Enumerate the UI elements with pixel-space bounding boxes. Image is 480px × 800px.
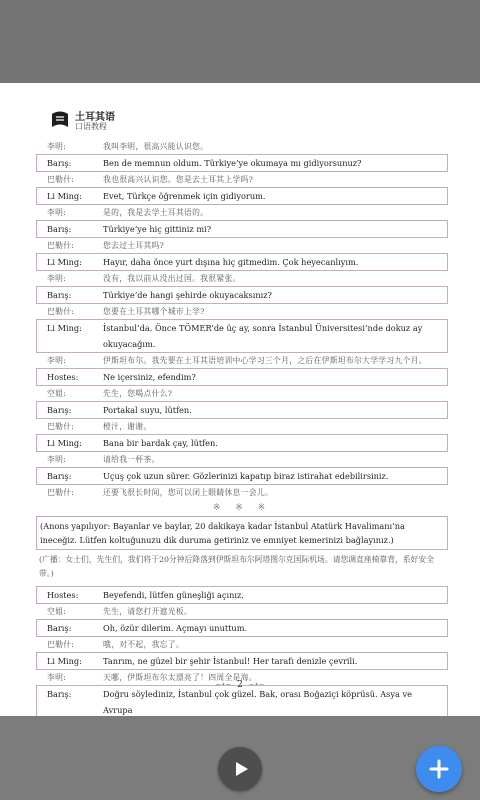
dialogue-text: Hayır, daha önce yurt dışına hiç gitmedim. Çok heyecanlıyım. <box>103 257 359 267</box>
dialogue-line <box>36 154 448 172</box>
dialogue-part-one <box>36 138 448 501</box>
dialogue-line <box>36 286 448 304</box>
dialogue-speaker: 空姐: <box>47 607 67 616</box>
dialogue-text: 还要飞很长时间，您可以闭上眼睛休息一会儿。 <box>103 488 274 497</box>
dialogue-text: 橙汁，谢谢。 <box>103 422 152 431</box>
dialogue-line <box>36 603 448 620</box>
dialogue-speaker: 空姐: <box>47 389 67 398</box>
dialogue-text: 请给我一杯茶。 <box>103 455 160 464</box>
dialogue-speaker: Barış: <box>47 689 72 699</box>
dialogue-line <box>36 619 448 637</box>
dialogue-speaker: 巴勒什: <box>47 640 75 649</box>
dialogue-speaker: Li Ming: <box>47 257 82 267</box>
dialogue-text: 天哪，伊斯坦布尔太漂亮了！四周全是海。 <box>103 673 257 682</box>
dialogue-line <box>36 204 448 221</box>
book-subtitle: 口语教程 <box>75 122 107 131</box>
dialogue-text: Uçuş çok uzun sürer. Gözlerinizi kapatıp biraz istirahat edebilirsiniz. <box>103 471 389 481</box>
dialogue-speaker: 巴勒什: <box>47 307 75 316</box>
dialogue-text: Bana bir bardak çay, lütfen. <box>103 438 218 448</box>
dialogue-speaker: Hostes: <box>47 590 79 600</box>
dialogue-speaker: 李明: <box>47 455 67 464</box>
dialogue-text: 先生，您喝点什么? <box>103 389 173 398</box>
dialogue-text: 伊斯坦布尔。我先要在土耳其语培训中心学习三个月，之后在伊斯坦布尔大学学习九个月。 <box>103 356 427 365</box>
dialogue-text: 哦，对不起，我忘了。 <box>103 640 184 649</box>
dialogue-speaker: Barış: <box>47 224 72 234</box>
dialogue-text: Doğru söylediniz, İstanbul çok güzel. Bak, orası Boğaziçi köprüsü. Asya ve Avrupa <box>103 689 412 715</box>
dialogue-line <box>36 253 448 271</box>
plus-icon <box>429 759 449 779</box>
top-bar <box>0 0 480 83</box>
add-button[interactable] <box>416 746 462 792</box>
dialogue-text: Tanrım, ne güzel bir şehir İstanbul! Her tarafı denizle çevrili. <box>103 656 358 666</box>
dialogue-speaker: 巴勒什: <box>47 175 75 184</box>
dialogue-content <box>36 139 448 719</box>
announcement-turkish: (Anons yapılıyor: Bayanlar ve baylar, 20 dakikaya kadar İstanbul Atatürk Havalimanı’na ineceğiz. Lütfen koltuğunuzu dik duruma getiriniz ve emniyet kemerinizi bağlayınız.) <box>36 516 448 550</box>
page-number <box>0 680 480 690</box>
dialogue-line <box>36 685 448 719</box>
dialogue-text: İstanbul’da. Önce TÖMER’de üç ay, sonra İstanbul Üniversitesi’nde dokuz ay okuyacağım. <box>103 323 423 349</box>
dialogue-text: 您去过土耳其吗? <box>103 241 165 250</box>
dialogue-speaker: 李明: <box>47 274 67 283</box>
dialogue-text: Ben de memnun oldum. Türkiye’ye okumaya mı gidiyorsunuz? <box>103 158 362 168</box>
dialogue-speaker: Barış: <box>47 471 72 481</box>
dialogue-line <box>36 303 448 320</box>
dialogue-text: 我叫李明，很高兴能认识您。 <box>103 142 209 151</box>
dialogue-text: 先生，请您打开遮光板。 <box>103 607 193 616</box>
page-number-dash-right: ~•~ <box>248 681 265 689</box>
page-number-dash-left: ~•~ <box>215 681 232 689</box>
dialogue-text: 我也很高兴认识您。您是去土耳其上学吗? <box>103 175 254 184</box>
dialogue-speaker: 李明: <box>47 208 67 217</box>
play-button[interactable] <box>218 747 262 791</box>
dialogue-speaker: Barış: <box>47 405 72 415</box>
dialogue-line <box>36 319 448 353</box>
dialogue-speaker: Li Ming: <box>47 323 82 333</box>
section-divider: ※ ※ ※ <box>212 503 272 513</box>
dialogue-text: Evet, Türkçe öğrenmek için gidiyorum. <box>103 191 266 201</box>
dialogue-line <box>36 187 448 205</box>
dialogue-line <box>36 418 448 435</box>
dialogue-speaker: 巴勒什: <box>47 241 75 250</box>
dialogue-line <box>36 171 448 188</box>
dialogue-speaker: 巴勒什: <box>47 488 75 497</box>
dialogue-text: Ne içersiniz, efendim? <box>103 372 196 382</box>
book-title: 土耳其语 <box>75 112 115 123</box>
book-page <box>0 83 480 716</box>
dialogue-speaker: Li Ming: <box>47 656 82 666</box>
dialogue-speaker: Barış: <box>47 623 72 633</box>
play-icon <box>231 759 251 779</box>
dialogue-text: Portakal suyu, lütfen. <box>103 405 192 415</box>
dialogue-speaker: Barış: <box>47 290 72 300</box>
dialogue-speaker: 巴勒什: <box>47 422 75 431</box>
dialogue-speaker: 李明: <box>47 673 67 682</box>
dialogue-line <box>36 652 448 670</box>
dialogue-speaker: 李明: <box>47 142 67 151</box>
dialogue-text: Beyefendi, lütfen güneşliği açınız. <box>103 590 244 600</box>
dialogue-line <box>36 467 448 485</box>
dialogue-line <box>36 352 448 369</box>
dialogue-text: Türkiye’ye hiç gittiniz mi? <box>103 224 212 234</box>
dialogue-line <box>36 636 448 653</box>
dialogue-text: 您要在土耳其哪个城市上学? <box>103 307 205 316</box>
dialogue-line <box>36 401 448 419</box>
dialogue-line <box>36 434 448 452</box>
dialogue-line <box>36 586 448 604</box>
dialogue-text: 是的，我是去学土耳其语的。 <box>103 208 209 217</box>
dialogue-line <box>36 220 448 238</box>
dialogue-line <box>36 385 448 402</box>
dialogue-text: Oh, özür dilerim. Açmayı unuttum. <box>103 623 248 633</box>
dialogue-line <box>36 237 448 254</box>
dialogue-line <box>36 368 448 386</box>
dialogue-line <box>36 484 448 501</box>
dialogue-text: Türkiye’de hangi şehirde okuyacaksınız? <box>103 290 272 300</box>
announcement-chinese: (广播：女士们，先生们，我们将于20分钟后降落到伊斯坦布尔阿塔图尔克国际机场。请您调直座椅靠背，系好安全带。) <box>39 555 435 578</box>
dialogue-speaker: Barış: <box>47 158 72 168</box>
dialogue-part-two <box>36 586 448 719</box>
book-logo-icon <box>50 110 70 130</box>
dialogue-speaker: Li Ming: <box>47 438 82 448</box>
dialogue-line <box>36 451 448 468</box>
dialogue-speaker: Hostes: <box>47 372 79 382</box>
page-number-value: 2 <box>237 680 243 690</box>
dialogue-text: 没有，我以前从没出过国。我很紧张。 <box>103 274 241 283</box>
dialogue-line <box>36 138 448 155</box>
dialogue-line <box>36 270 448 287</box>
dialogue-speaker: 李明: <box>47 356 67 365</box>
dialogue-speaker: Li Ming: <box>47 191 82 201</box>
